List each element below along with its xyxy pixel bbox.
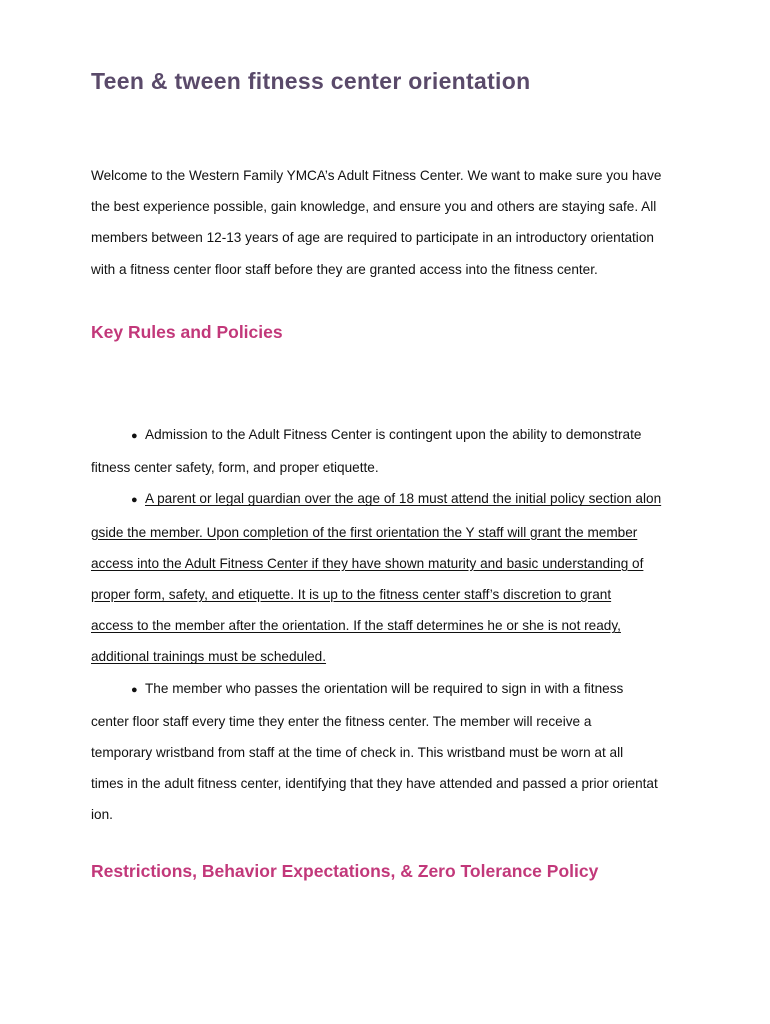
bullet-icon: ● xyxy=(131,494,138,507)
intro-line: members between 12-13 years of age are required to participate in an introductory orientation xyxy=(91,230,654,246)
rule-line: gside the member. Upon completion of the first orientation the Y staff will grant the member xyxy=(91,524,638,540)
intro-line: Welcome to the Western Family YMCA’s Adult Fitness Center. We want to make sure you have xyxy=(91,168,662,183)
document-title: Teen & tween fitness center orientation xyxy=(91,68,531,94)
bullet-icon: ● xyxy=(131,683,138,696)
rule-line: temporary wristband from staff at the time of check in. This wristband must be worn at all xyxy=(91,745,624,761)
rule-item xyxy=(91,419,691,483)
bullet-icon: ● xyxy=(131,430,138,442)
rules-list xyxy=(91,419,691,831)
rule-line: ion. xyxy=(91,807,113,823)
rule-line: access to the member after the orientation. If the staff determines he or she is not ready, xyxy=(91,618,621,634)
section-heading-key-rules: Key Rules and Policies xyxy=(91,322,283,342)
intro-line: the best experience possible, gain knowledge, and ensure you and others are staying safe. All xyxy=(91,199,657,215)
rule-line: center floor staff every time they enter the fitness center. The member will receive a xyxy=(91,713,592,729)
section-heading-restrictions: Restrictions, Behavior Expectations, & Zero Tolerance Policy xyxy=(91,861,599,881)
rule-line: ● A parent or legal guardian over the age of 18 must attend the initial policy section alon xyxy=(91,483,691,516)
rule-line: ● Admission to the Adult Fitness Center is contingent upon the ability to demonstrate xyxy=(91,419,691,452)
rule-line: additional trainings must be scheduled. xyxy=(91,649,327,665)
intro-line: with a fitness center floor staff before they are granted access into the fitness center. xyxy=(91,261,598,277)
intro-paragraph xyxy=(91,160,691,285)
rule-line: proper form, safety, and etiquette. It is up to the fitness center staff’s discretion to grant xyxy=(91,587,612,603)
rule-line: times in the adult fitness center, identifying that they have attended and passed a prior orientat xyxy=(91,776,658,792)
rule-line: ● The member who passes the orientation will be required to sign in with a fitness xyxy=(91,673,691,706)
rule-item xyxy=(91,673,691,831)
rule-line: fitness center safety, form, and proper etiquette. xyxy=(91,460,379,476)
rule-line: access into the Adult Fitness Center if they have shown maturity and basic understanding of xyxy=(91,555,644,571)
rule-item xyxy=(91,483,691,672)
